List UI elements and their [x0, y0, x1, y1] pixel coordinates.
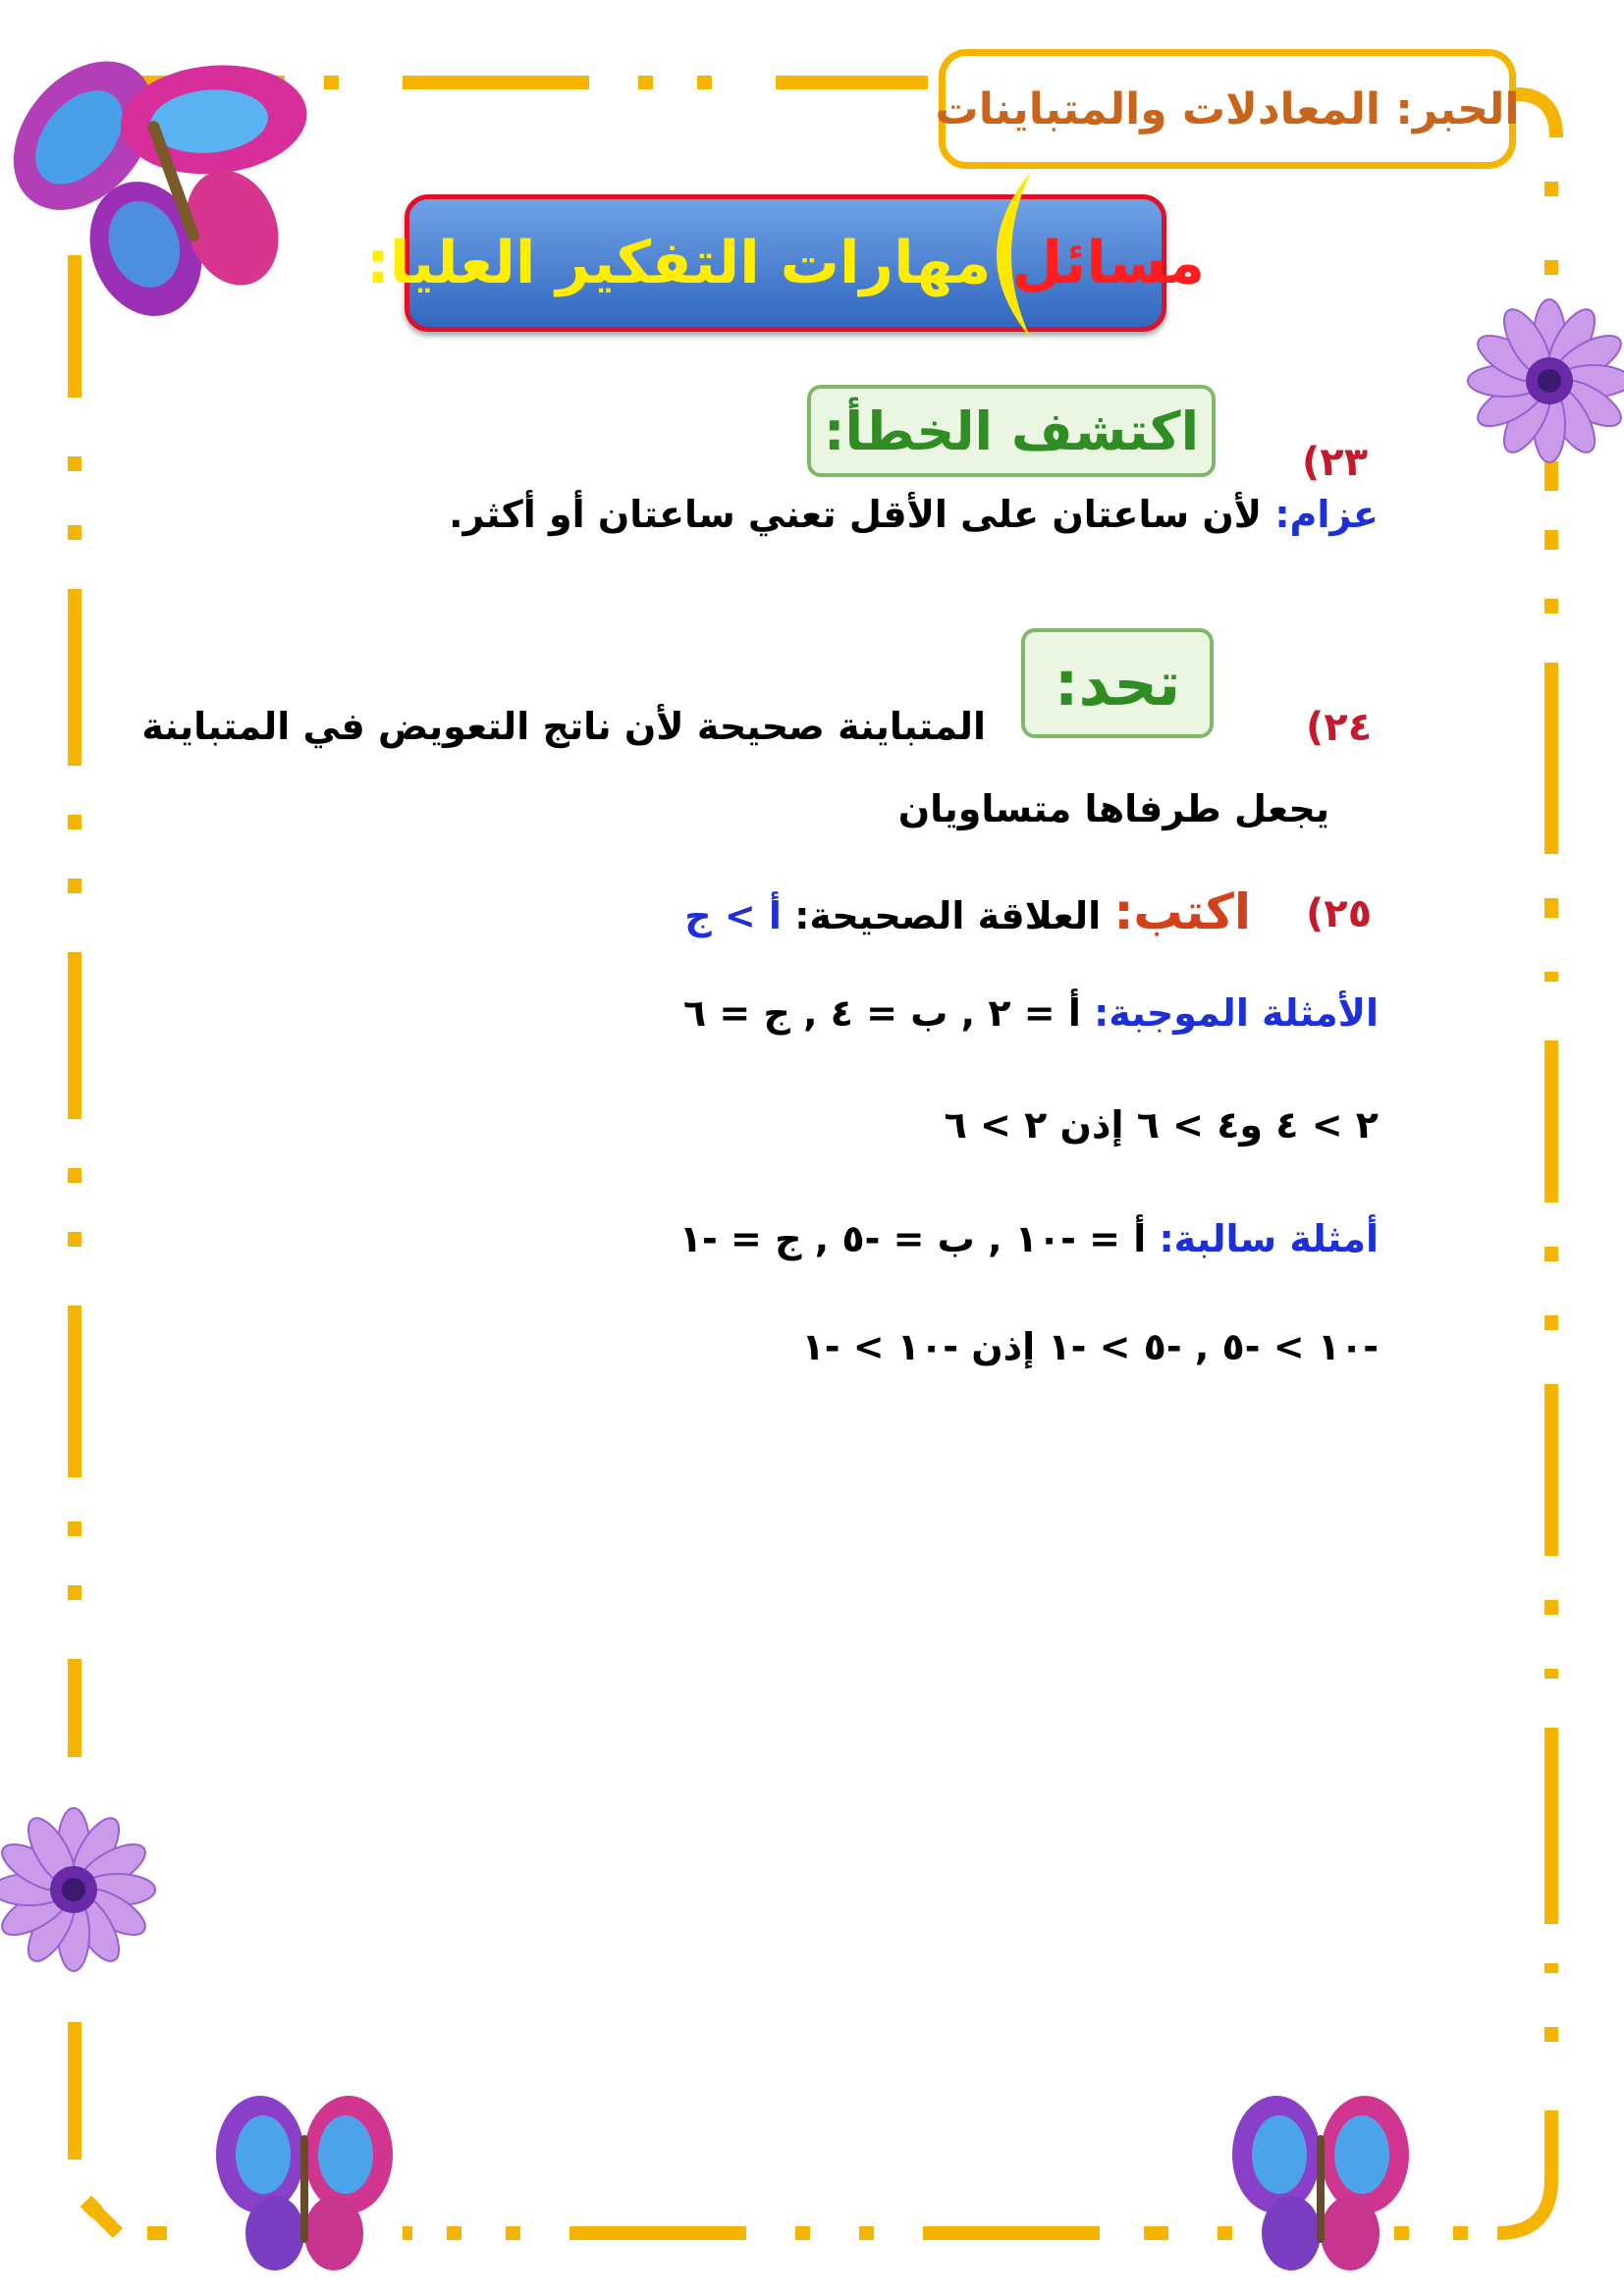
find-error-label: اكتشف الخطأ:	[823, 400, 1200, 462]
butterfly-icon	[0, 0, 368, 355]
q25-positive-values: أ = ٢ , ب = ٤ , ج = ٦	[682, 991, 1081, 1035]
butterfly-icon	[216, 2096, 393, 2270]
q25-positive-result: ٢ > ٤ و٤ > ٦ إذن ٢ > ٦	[944, 1103, 1379, 1147]
header-box	[935, 49, 1520, 169]
challenge-box	[1021, 628, 1214, 738]
question-number-23: ٢٣)	[1302, 440, 1369, 485]
q25-positive-examples	[683, 991, 1379, 1035]
banner-title-yellow: مهارات التفكير العليا:	[365, 229, 992, 297]
q23-answer-text: لأن ساعتان على الأقل تعني ساعتان أو أكثر.	[449, 493, 1263, 536]
q25-positive-label: الأمثلة الموجبة:	[1094, 991, 1379, 1035]
flower-icon	[1468, 299, 1624, 462]
q25-relation-text: العلاقة الصحيحة:	[794, 894, 1102, 937]
q23-answer	[449, 493, 1379, 536]
crescent-icon	[972, 167, 1080, 344]
q23-answer-name: عزام:	[1274, 493, 1379, 536]
flower-icon	[0, 1808, 155, 1971]
find-error-box	[807, 385, 1216, 477]
question-number-24: ٢٤)	[1306, 705, 1373, 750]
q25-write-label: اكتب:	[1113, 883, 1251, 940]
q24-line-2: يجعل طرفاها متساويان	[897, 787, 1329, 830]
q25-negative-examples	[679, 1217, 1379, 1260]
q25-relation	[684, 883, 1251, 940]
q25-negative-label: أمثلة سالبة:	[1159, 1217, 1379, 1260]
challenge-label: تحد:	[1054, 647, 1181, 720]
q25-negative-result: -١٠ > -٥ , -٥ > -١ إذن -١٠ > -١	[801, 1325, 1379, 1368]
page-header-title: الحبر: المعادلات والمتباينات	[935, 83, 1520, 134]
q24-line-1: المتباينة صحيحة لأن ناتج التعويض في المتباينة	[141, 705, 986, 748]
butterfly-icon	[1232, 2096, 1409, 2270]
question-number-25: ٢٥)	[1306, 891, 1373, 936]
q25-negative-values: أ = -١٠ , ب = -٥ , ج = -١	[678, 1217, 1147, 1260]
q25-relation-value: أ > ج	[684, 894, 782, 937]
banner-title-red: مسائل	[1011, 229, 1206, 297]
